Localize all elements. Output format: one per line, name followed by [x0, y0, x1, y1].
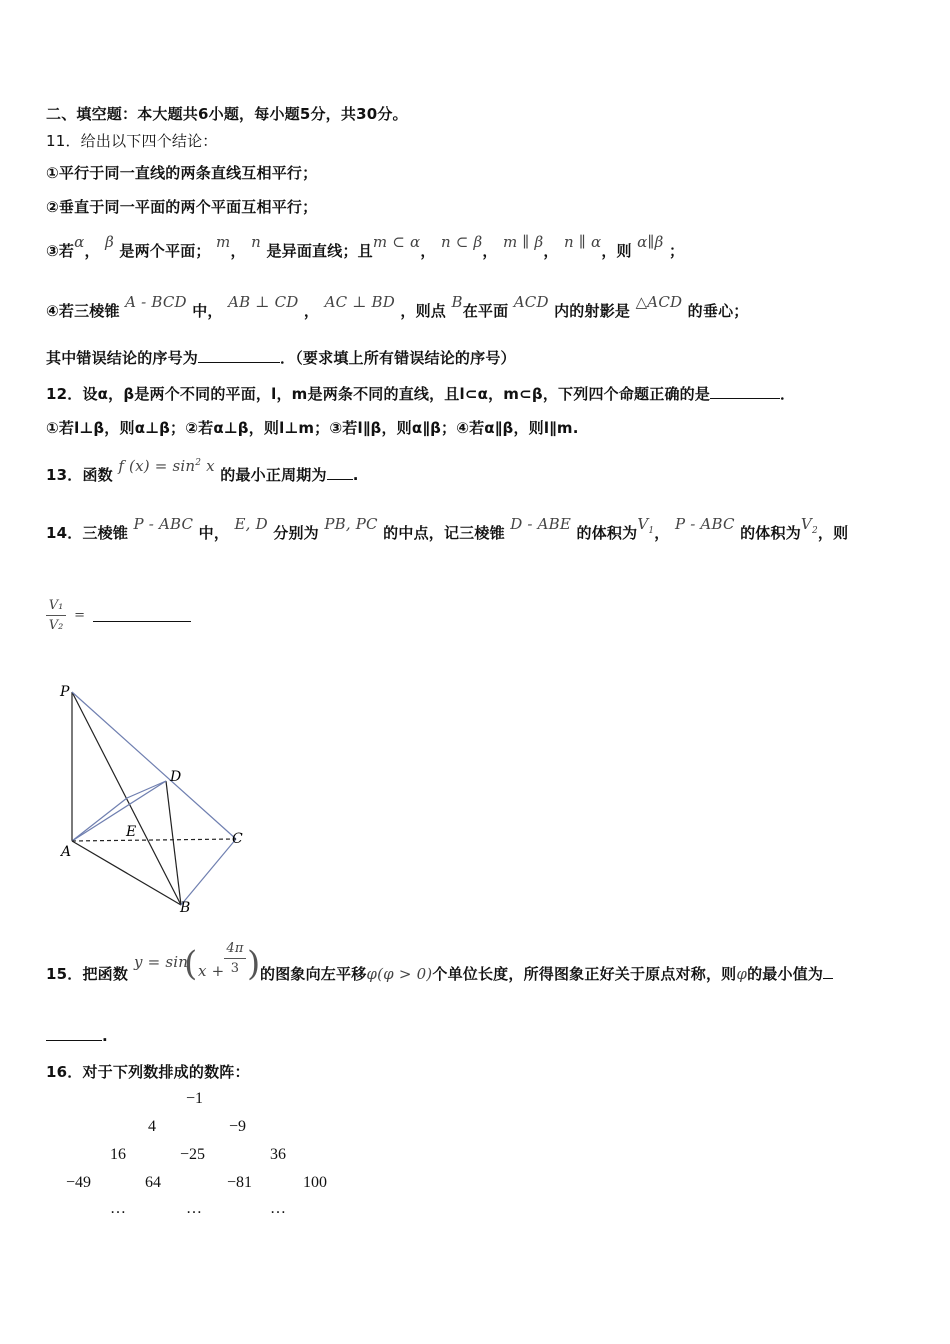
s4-p2: 中， — [192, 302, 223, 320]
q13-blank[interactable] — [327, 467, 353, 480]
array-ellipsis: … — [186, 1200, 202, 1217]
array-ellipsis: … — [270, 1200, 286, 1217]
ratio-blank[interactable] — [93, 609, 191, 622]
q11-answer-line — [46, 347, 516, 368]
q12-line-2: ①若l⊥β，则α⊥β；②若α⊥β，则l⊥m；③若l∥β，则α∥β；④若α∥β，则l∥m. — [46, 419, 579, 437]
edge-ed — [127, 781, 166, 798]
volume-v1 — [637, 515, 655, 536]
pyramid-dabe: D - ABE — [510, 515, 572, 533]
array-cell: −81 — [227, 1174, 253, 1191]
q13-function — [118, 457, 215, 475]
q11-statement-1: ①平行于同一直线的两条直线互相平行； — [46, 164, 318, 182]
edge-pc — [72, 692, 236, 839]
point-b: B — [451, 293, 463, 311]
s4-p3: ，则点 — [400, 302, 447, 320]
array-cell: 4 — [148, 1118, 156, 1135]
q12-text: 12．设α，β是两个不同的平面，l，m是两条不同的直线，且l⊂α，m⊂β，下列四个命题正确的是 — [46, 385, 711, 403]
plane-acd: ACD — [513, 293, 549, 311]
ratio-equals: = — [74, 608, 86, 623]
s4-p6: 的垂心； — [687, 302, 749, 320]
v1-sub: 1 — [648, 526, 655, 536]
v1-letter: V — [637, 515, 649, 533]
q14-p2: 中， — [198, 524, 230, 542]
q13-p1: 13．函数 — [46, 466, 113, 484]
s3-end: ； — [668, 242, 685, 260]
q13-p2: 的最小正周期为 — [220, 466, 327, 484]
array-cell: 64 — [145, 1174, 161, 1191]
q15-line-2 — [46, 1027, 108, 1045]
ac-perp-bd: AC ⊥ BD — [324, 293, 395, 311]
q15-blank-start[interactable] — [823, 966, 833, 979]
m-symbol: m — [216, 233, 231, 251]
q15-y-sin: y = sin — [134, 953, 189, 971]
q12-blank[interactable] — [710, 386, 780, 399]
q14-p5: 的体积为 — [576, 524, 638, 542]
volume-v2 — [800, 515, 818, 536]
cond-n-in-beta: n ⊂ β — [440, 233, 483, 251]
q14-p4: 的中点，记三棱锥 — [383, 524, 505, 542]
edge-ae — [72, 798, 127, 841]
q14-line — [46, 515, 849, 545]
pyramid-pabc: P - ABC — [133, 515, 194, 533]
points-ed: E, D — [234, 515, 268, 533]
label-d: D — [170, 769, 182, 785]
array-cell: −25 — [180, 1146, 206, 1163]
s4-sep1: ， — [303, 302, 320, 320]
q14-p6: ， — [654, 524, 670, 542]
frac-3: 3 — [230, 961, 240, 976]
s3-sep2: ， — [230, 242, 246, 260]
pyramid-pabc-2: P - ABC — [674, 515, 735, 533]
label-p: P — [60, 684, 70, 700]
edge-ad — [72, 781, 166, 841]
s3-sep5: ， — [543, 242, 559, 260]
q13-square: 2 — [195, 458, 202, 468]
array-cell: −49 — [66, 1174, 92, 1191]
cond-alpha-parallel-beta: α∥β — [637, 233, 664, 251]
cond-m-in-alpha: m ⊂ α — [372, 233, 421, 251]
frac-4pi: 4π — [226, 941, 244, 956]
q15-end: . — [102, 1027, 108, 1045]
s3-p1: ③若 — [46, 242, 75, 260]
s3-p4: ，则 — [601, 242, 632, 260]
q11-statement-4 — [46, 293, 749, 321]
s4-p1: ④若三棱锥 — [46, 302, 120, 320]
s3-sep3: ， — [420, 242, 436, 260]
n-symbol: n — [251, 233, 261, 251]
q15-p1: 15．把函数 — [46, 965, 129, 983]
array-ellipsis: … — [110, 1200, 126, 1217]
q13-x: x — [201, 457, 215, 475]
label-b: B — [180, 900, 191, 916]
array-cell: −1 — [186, 1090, 204, 1107]
ab-perp-cd: AB ⊥ CD — [228, 293, 299, 311]
v2-letter: V — [800, 515, 812, 533]
answer-prefix: 其中错误结论的序号为 — [46, 349, 199, 367]
pyramid-abcd: A - BCD — [125, 293, 187, 311]
q13-end: . — [352, 466, 359, 484]
q13-fx: f (x) = sin — [118, 457, 196, 475]
cond-m-parallel-beta: m ∥ β — [503, 233, 544, 251]
edge-db — [166, 781, 181, 905]
beta-symbol: β — [105, 233, 114, 251]
alpha-symbol: α — [74, 233, 85, 251]
edge-ac-hidden — [72, 839, 236, 841]
v2-sub: 2 — [811, 526, 818, 536]
section-header: 二、填空题：本大题共6小题，每小题5分，共30分。 — [46, 105, 408, 123]
paren-left: ( — [184, 944, 198, 984]
q15-inner: x + — [198, 962, 225, 980]
s3-p2: 是两个平面； — [119, 242, 211, 260]
cond-n-parallel-alpha: n ∥ α — [564, 233, 602, 251]
phi-symbol: φ — [366, 965, 378, 983]
q12-end: ． — [780, 385, 796, 403]
array-cell: 36 — [270, 1146, 286, 1163]
label-c: C — [232, 831, 243, 847]
q15-fraction — [224, 941, 246, 976]
triangle-acd: △ACD — [635, 293, 683, 311]
q15-p3: 个单位长度，所得图象正好关于原点对称，则 — [432, 965, 737, 983]
array-cell: −9 — [229, 1118, 247, 1135]
s3-p3: 是异面直线；且 — [266, 242, 373, 260]
edge-bc — [181, 839, 236, 905]
s3-sep4: ， — [482, 242, 498, 260]
phi-condition: (φ > 0) — [377, 965, 433, 983]
answer-blank[interactable] — [198, 350, 280, 363]
phi-symbol-2: φ — [736, 965, 748, 983]
label-a: A — [61, 844, 72, 860]
q16-intro: 16．对于下列数排成的数阵： — [46, 1063, 250, 1081]
q11-statement-2: ②垂直于同一平面的两个平面互相平行； — [46, 198, 318, 216]
segments-pb-pc: PB, PC — [324, 515, 378, 533]
q12-line-1 — [46, 383, 795, 404]
q14-p1: 14．三棱锥 — [46, 524, 129, 542]
ratio-numerator: V₁ — [48, 598, 64, 613]
q14-p8: ，则 — [817, 524, 849, 542]
q14-p7: 的体积为 — [740, 524, 801, 542]
q14-p3: 分别为 — [273, 524, 319, 542]
q15-p4: 的最小值为 — [747, 965, 824, 983]
q11-intro: 11．给出以下四个结论： — [46, 132, 218, 150]
volume-ratio — [46, 598, 191, 633]
answer-suffix: ．（要求填上所有错误结论的序号） — [280, 349, 516, 367]
array-cell: 100 — [303, 1174, 327, 1191]
q13-line — [46, 457, 359, 485]
array-cell: 16 — [110, 1146, 126, 1163]
q15-blank-end[interactable] — [46, 1028, 102, 1041]
s4-p4: 在平面 — [462, 302, 509, 320]
q15-p2: 的图象向左平移 — [260, 965, 367, 983]
pyramid-figure — [50, 680, 260, 920]
ratio-denominator: V₂ — [48, 618, 64, 633]
q11-statement-3 — [46, 233, 685, 261]
label-e: E — [126, 824, 137, 840]
s4-p5: 内的射影是 — [554, 302, 631, 320]
s3-sep1: ， — [84, 242, 100, 260]
paren-right: ) — [247, 944, 261, 984]
